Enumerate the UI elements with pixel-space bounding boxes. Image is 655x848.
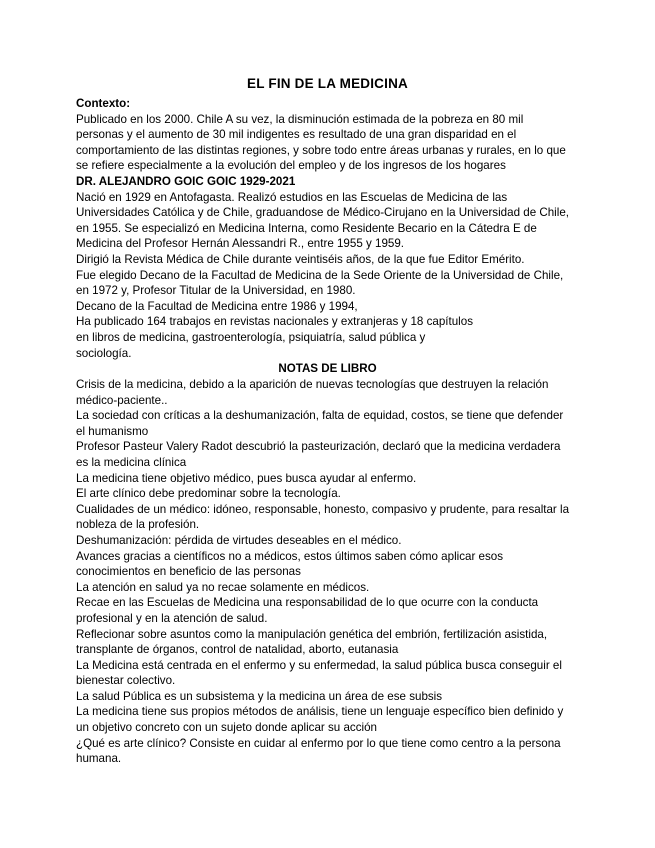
notes-line: Crisis de la medicina, debido a la aparición de nuevas tecnologías que destruyen la relación bbox=[76, 378, 549, 391]
context-line: comportamiento de las distintas regiones, y sobre todo entre áreas urbanas y rurales, en lo que bbox=[76, 143, 566, 157]
notes-line: bienestar colectivo. bbox=[76, 674, 176, 688]
author-line: Ha publicado 164 trabajos en revistas nacionales y extranjeras y 18 capítulos bbox=[76, 315, 473, 329]
context-line: personas y el aumento de 30 mil indigentes es resultado de una gran disparidad en el bbox=[76, 128, 517, 142]
author-line: Fue elegido Decano de la Facultad de Medicina de la Sede Oriente de la Universidad de Chile, bbox=[76, 268, 564, 282]
notes-line: profesional y en la atención de salud. bbox=[76, 611, 268, 625]
context-line: Publicado en los 2000. Chile A su vez, la disminución estimada de la pobreza en 80 mil bbox=[76, 112, 524, 126]
author-line: en 1972 y, Profesor Titular de la Universidad, en 1980. bbox=[76, 284, 356, 298]
context-line: se refiere especialmente a la evolución del empleo y de los ingresos de los hogares bbox=[76, 159, 506, 173]
notes-line: médico-paciente.. bbox=[76, 393, 168, 407]
notes-heading: NOTAS DE LIBRO bbox=[278, 362, 377, 375]
notes-line: La sociedad con críticas a la deshumanización, falta de equidad, costos, se tiene que defender bbox=[76, 409, 564, 423]
notes-line: nobleza de la profesión. bbox=[76, 518, 200, 532]
notes-line: Deshumanización: pérdida de virtudes deseables en el médico. bbox=[76, 533, 402, 547]
author-line: Medicina del Profesor Hernán Alessandri R., entre 1955 y 1959. bbox=[76, 237, 405, 251]
notes-line: La atención en salud ya no recae solamente en médicos. bbox=[76, 580, 370, 594]
author-line: Nació en 1929 en Antofagasta. Realizó estudios en las Escuelas de Medicina de las bbox=[76, 190, 508, 204]
notes-line: La medicina tiene objetivo médico, pues busca ayudar al enfermo. bbox=[76, 471, 417, 485]
notes-line: Avances gracias a científicos no a médicos, estos últimos saben cómo aplicar esos bbox=[76, 549, 504, 563]
author-line: Dirigió la Revista Médica de Chile durante veintiséis años, de la que fue Editor Emérito. bbox=[76, 252, 525, 266]
notes-line: Recae en las Escuelas de Medicina una responsabilidad de lo que ocurre con la conducta bbox=[76, 596, 539, 610]
context-section bbox=[76, 96, 586, 174]
notes-section bbox=[76, 377, 586, 767]
notes-line: conocimientos en beneficio de las personas bbox=[76, 565, 301, 579]
notes-line: ¿Qué es arte clínico? Consiste en cuidar al enfermo por lo que tiene como centro a la persona bbox=[76, 736, 561, 750]
notes-line: La salud Pública es un subsistema y la medicina un área de ese subsis bbox=[76, 689, 443, 703]
author-line: Universidades Católica y de Chile, graduandose de Médico-Cirujano en la Universidad de Chile, bbox=[76, 206, 570, 220]
author-line: en libros de medicina, gastroenterología, psiquiatría, salud pública y bbox=[76, 330, 426, 344]
notes-line: Cualidades de un médico: idóneo, responsable, honesto, compasivo y prudente, para resaltar la bbox=[76, 502, 570, 516]
document-title: EL FIN DE LA MEDICINA bbox=[247, 76, 408, 91]
notes-line: La Medicina está centrada en el enfermo y su enfermedad, la salud pública busca conseguir el bbox=[76, 658, 562, 672]
notes-line: un objetivo concreto con un sujeto donde aplicar su acción bbox=[76, 721, 377, 735]
notes-line: Reflecionar sobre asuntos como la manipulación genética del embrión, fertilización asistida, bbox=[76, 627, 548, 641]
notes-line: Profesor Pasteur Valery Radot descubrió la pasteurización, declaró que la medicina verdadera bbox=[76, 440, 561, 454]
context-heading: Contexto: bbox=[76, 97, 131, 110]
notes-line: transplante de órganos, control de natalidad, aborto, eutanasia bbox=[76, 643, 399, 657]
author-heading: DR. ALEJANDRO GOIC GOIC 1929-2021 bbox=[76, 175, 296, 188]
author-line: en 1955. Se especializó en Medicina Interna, como Residente Becario en la Cátedra E de bbox=[76, 221, 537, 235]
author-section bbox=[76, 174, 586, 361]
author-line: sociología. bbox=[76, 346, 132, 360]
notes-line: humana. bbox=[76, 752, 122, 766]
notes-line: El arte clínico debe predominar sobre la tecnología. bbox=[76, 487, 341, 501]
author-line: Decano de la Facultad de Medicina entre 1986 y 1994, bbox=[76, 299, 358, 313]
notes-line: La medicina tiene sus propios métodos de análisis, tiene un lenguaje específico bien definido y bbox=[76, 705, 564, 719]
notes-line: el humanismo bbox=[76, 424, 149, 438]
notes-line: es la medicina clínica bbox=[76, 455, 187, 469]
